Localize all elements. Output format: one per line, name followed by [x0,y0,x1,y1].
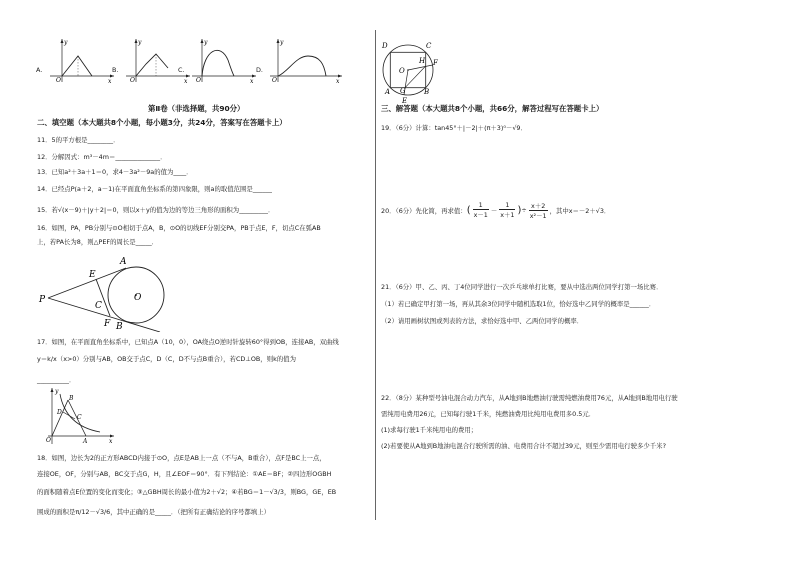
label-p: P [39,295,46,305]
question-17-line-1: 17．如图，在平面直角坐标系中，已知点A（10，0），OA绕点O逆时针旋转60°得到OB，连接AB，双曲线 [37,338,339,346]
svg-text:O: O [196,77,201,84]
question-16-line-1: 16．如图，PA，PB分别与⊙O相切于点A，B，⊙O的切线EF分别交PA，PB于点E，F，切点C在弧AB [37,224,321,232]
svg-text:x: x [336,78,340,84]
svg-text:O: O [272,77,277,84]
option-c-graph [190,36,260,84]
svg-text:C: C [95,301,102,311]
svg-text:G: G [400,87,406,95]
option-b-letter: B. [112,66,119,74]
svg-text:B: B [424,88,430,96]
question-22-line-4: (2)若要使从A地到B地油电混合行驶所需的油、电费用合计不超过39元，则至少需用电行驶多少千米? [381,442,666,450]
svg-text:x: x [108,78,112,84]
svg-text:E: E [402,97,408,104]
question-11: 11．5的平方根是________． [37,136,120,144]
svg-text:y: y [138,39,142,46]
fill-blank-header: 二、填空题（本大题共8个小题，每小题3分，共24分，答案写在答题卡上） [37,118,287,127]
option-graphs [30,36,360,86]
graph-y-label: y [64,39,68,46]
question-21-line-2: （1）若已确定甲打第一场，再从其余3位同学中随机选取1位，恰好选中乙同学的概率是______． [381,300,656,308]
svg-text:C: C [77,414,82,421]
svg-text:O: O [46,437,51,444]
svg-text:A: A [120,257,127,267]
question-17-line-2: y＝k/x（x>0）分别与AB，OB交于点C，D（C，D不与点B重合），若CD⊥OB，则k的值为 [37,355,296,363]
question-20-prefix: 20．（6分）先化简，再求值： [381,206,467,215]
fraction-2: 1 x＋1 [500,201,515,219]
svg-text:E: E [89,270,96,280]
svg-text:A: A [83,438,88,445]
svg-text:y: y [204,39,208,46]
question-21-line-1: 21．（6分）甲、乙、丙、丁4位同学进行一次乒乓球单打比赛，要从中选出两位同学打第一场比赛． [381,283,663,291]
svg-text:O: O [134,293,142,303]
fraction-3: $\frac{x+2}{\text{x²－1}}$ [529,201,547,220]
svg-text:D: D [57,409,62,416]
question-20: 20．（6分）先化简，再求值： ( 1 x－1 － 1 x＋1 ) ÷ $\frac{x+2}{\text{x²－1}}$ ，其中x＝－2＋√3． [381,201,611,220]
figure-q16-tangent-circle [38,250,178,332]
question-13: 13．已知a²＋3a＋1＝0，求4－3a²－9a的值为____． [37,168,193,176]
option-a-letter: A. [36,66,43,74]
question-16-line-2: 上，若PA长为8，则△PEF的周长是_____． [37,238,159,246]
question-22-line-1: 22．（8分）某种型号油电混合动力汽车，从A地到B地燃油行驶需纯燃油费用76元，从A地到B地用电行驶 [381,394,678,402]
svg-text:y: y [280,39,284,46]
svg-text:x: x [109,438,113,445]
svg-text:B: B [69,395,74,402]
svg-text:F: F [104,319,111,329]
question-19: 19．（6分）计算：tan45°＋|－2|＋(π＋3)⁰－√9． [381,124,527,132]
svg-text:x: x [184,78,188,84]
option-b-graph [124,36,194,84]
question-22-line-3: (1)求每行驶1千米纯用电的费用； [381,426,478,434]
question-18-line-2: 连接OE，OF，分别与AB，BC交于点G，H，且∠EOF＝90°．有下列结论：①AE＝BF；②四边形OGBH [37,470,332,478]
question-21-line-3: （2）请用画树状图或列表的方法，求恰好选中甲、乙两位同学的概率． [381,317,584,325]
svg-text:y: y [55,388,59,395]
question-15: 15．若√(x－9)＋|y＋2|＝0，则以x＋y的值为边的等边三角形的面积为_________． [37,206,275,214]
svg-text:B: B [116,322,123,332]
svg-text:O: O [130,77,135,84]
option-c-letter: C. [178,66,185,74]
svg-text:F: F [433,59,438,67]
section-title: 第Ⅱ卷（非选择题，共90分） [148,104,245,113]
svg-text:A: A [385,88,391,96]
option-a-graph [48,36,118,84]
question-20-suffix: ，其中x＝－2＋√3． [549,206,611,215]
svg-text:x: x [250,78,254,84]
svg-text:O: O [56,77,61,84]
solve-header: 三、解答题（本大题共8个小题，共66分，解答过程写在答题卡上） [381,104,604,113]
question-12: 12．分解因式：m³－4m＝______________． [37,153,167,161]
option-d-graph [268,36,348,84]
svg-text:D: D [382,42,388,50]
question-17-line-3: __________． [37,376,76,384]
fraction-1: 1 x－1 [473,201,488,219]
figure-q17-hyperbola [38,386,118,446]
question-18-line-4: 围成的面积是π/12－√3/6，其中正确的是_____．（把所有正确结论的序号都填上） [37,508,270,516]
question-14: 14．已经点P(a＋2，a－1)在平面直角坐标系的第四象限，则a的取值范围是______ [37,185,272,193]
column-divider [375,30,376,520]
question-22-line-2: 需纯用电费用26元，已知每行驶1千米，纯燃油费用比纯用电费用多0.5元． [381,410,596,418]
question-18-line-3: 的面积随着点E位置的变化而变化；③△GBH周长的最小值为2＋√2；④若BG＝1－√3/3，则BG，GE，EB [37,488,337,496]
question-18-line-1: 18．如图，边长为2的正方形ABCD内接于⊙O，点E是AB上一点（不与A，B重合），点F是BC上一点， [37,454,326,462]
option-d-letter: D. [256,66,263,74]
svg-text:H: H [419,57,426,65]
svg-text:C: C [426,42,432,50]
figure-q18-square-circle [378,36,444,104]
svg-text:O: O [399,67,405,75]
